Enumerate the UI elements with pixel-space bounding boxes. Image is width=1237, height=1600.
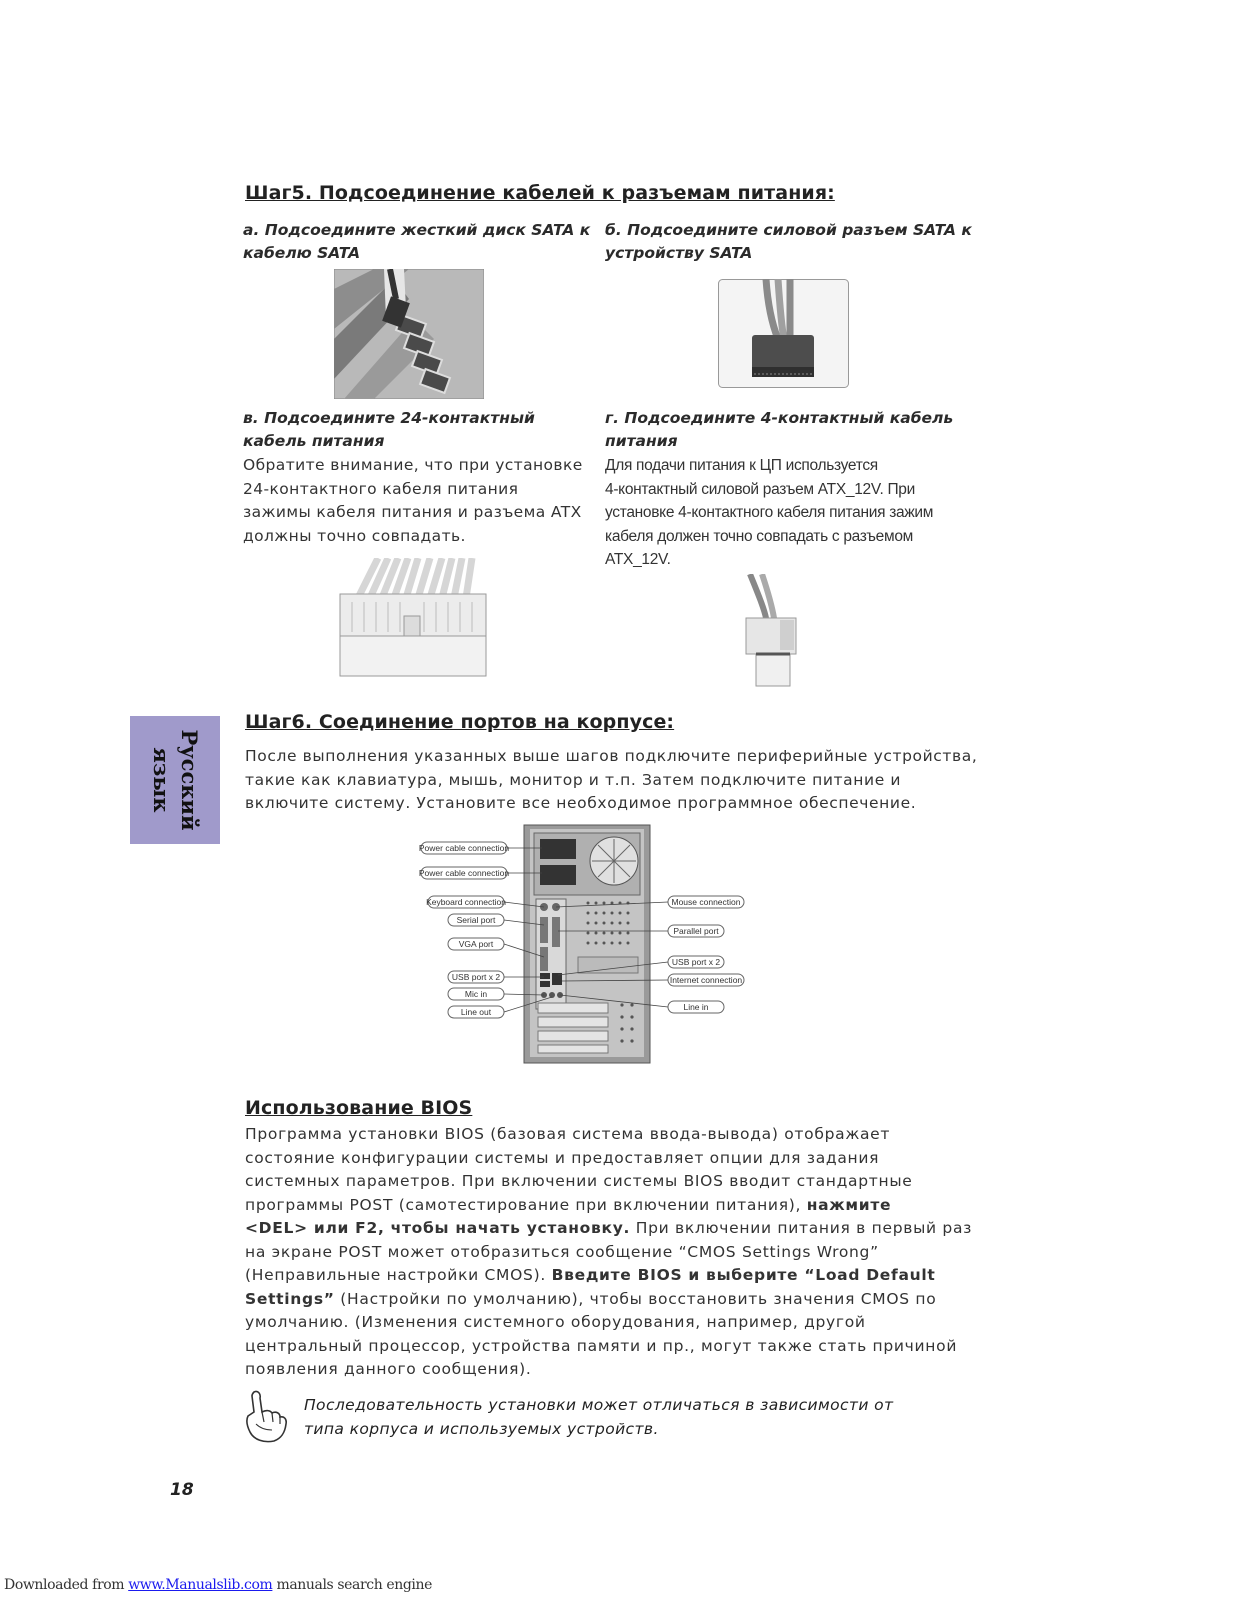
- step5-c-text-line: должны точно совпадать.: [243, 526, 466, 545]
- atx-12v-4pin-connector-image: [740, 574, 804, 688]
- sata-motherboard-image: [334, 269, 484, 399]
- step5-c-caption-line2: кабель питания: [243, 432, 385, 450]
- step5-d-text: [605, 454, 933, 572]
- bios-line: умолчанию. (Изменения системного оборудования, например, другой: [245, 1313, 866, 1331]
- bios-bold-part: нажмите: [806, 1195, 892, 1214]
- bios-line-part: (Неправильные настройки CMOS).: [245, 1266, 552, 1284]
- note-line: Последовательность установки может отличаться в зависимости от: [304, 1396, 894, 1414]
- step5-d-caption: [605, 407, 953, 453]
- step6-text-line: После выполнения указанных выше шагов подключите периферийные устройства,: [245, 747, 978, 765]
- step6-text-line: такие как клавиатура, мышь, монитор и т.п. Затем подключите питание и: [245, 770, 902, 789]
- language-tab: [130, 716, 220, 844]
- language-tab-label: [130, 716, 220, 844]
- bios-line: системных параметров. При включении системы BIOS вводит стандартные: [245, 1172, 913, 1190]
- step5-a-caption: [243, 219, 590, 265]
- step6-text-line: включите систему. Установите все необходимое программное обеспечение.: [245, 794, 917, 812]
- bios-line: Программа установки BIOS (базовая система ввода-вывода) отображает: [245, 1125, 891, 1143]
- step6-title: Шаг6. Соединение портов на корпусе:: [245, 711, 675, 733]
- page-number: 18: [170, 1480, 194, 1500]
- step5-d-text-line: установке 4-контактного кабеля питания зажим: [605, 504, 934, 521]
- diagram-label-parallel: Parallel port: [673, 926, 719, 936]
- diagram-label-line-out: Line out: [460, 1007, 492, 1017]
- bios-line-part: При включении питания в первый раз: [630, 1219, 973, 1237]
- step5-c-text-line: зажимы кабеля питания и разъема ATX: [243, 503, 582, 521]
- step5-a-caption-line2: кабелю SATA: [243, 244, 361, 262]
- download-footer: [4, 1577, 432, 1593]
- step5-d-text-line: 4-контактный силовой разъем ATX_12V. При: [605, 480, 915, 498]
- bios-line-part: программы POST (самотестирование при включении питания),: [245, 1195, 807, 1214]
- diagram-label-power-2: Power cable connection: [418, 868, 510, 878]
- step5-b-caption-line1: б. Подсоедините силовой разъем SATA к: [605, 221, 972, 239]
- sata-power-connector-image: [718, 279, 850, 389]
- bios-text: [245, 1123, 972, 1382]
- diagram-label-usb-left: USB port x 2: [451, 972, 501, 982]
- bios-line: появления данного сообщения).: [245, 1360, 532, 1378]
- diagram-label-serial: Serial port: [456, 915, 496, 925]
- diagram-label-mic: Mic in: [464, 989, 488, 999]
- step6-text: [245, 745, 977, 816]
- footer-prefix: Downloaded from: [4, 1577, 129, 1593]
- step5-a-caption-line1: а. Подсоедините жесткий диск SATA к: [243, 221, 591, 239]
- pointing-hand-icon: [240, 1388, 290, 1444]
- footer-suffix: manuals search engine: [272, 1577, 433, 1593]
- bios-line: [245, 1288, 972, 1312]
- bios-bold-part: <DEL> или F2, чтобы начать установку.: [245, 1219, 631, 1237]
- bios-line: [245, 1194, 972, 1218]
- bios-bold-part: Settings”: [245, 1289, 335, 1308]
- step5-c-text-line: 24-контактного кабеля питания: [243, 479, 519, 498]
- step5-d-caption-line2: питания: [605, 432, 678, 450]
- step5-d-caption-line1: г. Подсоедините 4-контактный кабель: [605, 409, 954, 427]
- diagram-label-mouse: Mouse connection: [671, 897, 741, 907]
- diagram-label-vga: VGA port: [458, 939, 494, 949]
- pc-rear-panel-diagram: [418, 823, 750, 1065]
- step5-title: Шаг5. Подсоединение кабелей к разъемам питания:: [245, 182, 835, 204]
- diagram-label-keyboard: Keyboard connection: [426, 897, 506, 907]
- language-tab-line1: Русский: [177, 729, 202, 831]
- bios-title: Использование BIOS: [245, 1097, 473, 1119]
- step5-b-caption-line2: устройству SATA: [605, 244, 753, 262]
- diagram-label-internet: Internet connection: [669, 975, 743, 985]
- diagram-label-usb-right: USB port x 2: [671, 957, 721, 967]
- installation-note: [304, 1393, 893, 1441]
- bios-line: центральный процессор, устройства памяти и пр., могут также стать причиной: [245, 1336, 958, 1355]
- step5-c-caption: [243, 407, 535, 453]
- bios-line: на экране POST может отобразиться сообщение “CMOS Settings Wrong”: [245, 1242, 879, 1261]
- bios-line: [245, 1264, 972, 1288]
- bios-line: [245, 1217, 972, 1241]
- diagram-label-line-in: Line in: [683, 1002, 709, 1012]
- step5-d-text-line: кабеля должен точно совпадать с разъемом: [605, 527, 914, 545]
- step5-c-text-line: Обратите внимание, что при установке: [243, 456, 583, 474]
- language-tab-line2: язык: [149, 747, 174, 813]
- step5-c-text: [243, 454, 583, 548]
- step5-d-text-line: ATX_12V.: [605, 551, 671, 568]
- atx-24pin-connector-image: [338, 558, 490, 678]
- note-line: типа корпуса и используемых устройств.: [304, 1420, 659, 1438]
- step5-d-text-line: Для подачи питания к ЦП используется: [605, 457, 878, 474]
- bios-line-part: (Настройки по умолчанию), чтобы восстановить значения CMOS по: [334, 1289, 937, 1308]
- step5-b-caption: [605, 219, 972, 265]
- step5-c-caption-line1: в. Подсоедините 24-контактный: [243, 409, 535, 427]
- bios-line: состояние конфигурации системы и предоставляет опции для задания: [245, 1148, 880, 1167]
- bios-bold-part: Введите BIOS и выберите “Load Default: [551, 1266, 936, 1284]
- diagram-label-power-1: Power cable connection: [418, 843, 510, 853]
- manualslib-link[interactable]: www.Manualslib.com: [128, 1577, 273, 1593]
